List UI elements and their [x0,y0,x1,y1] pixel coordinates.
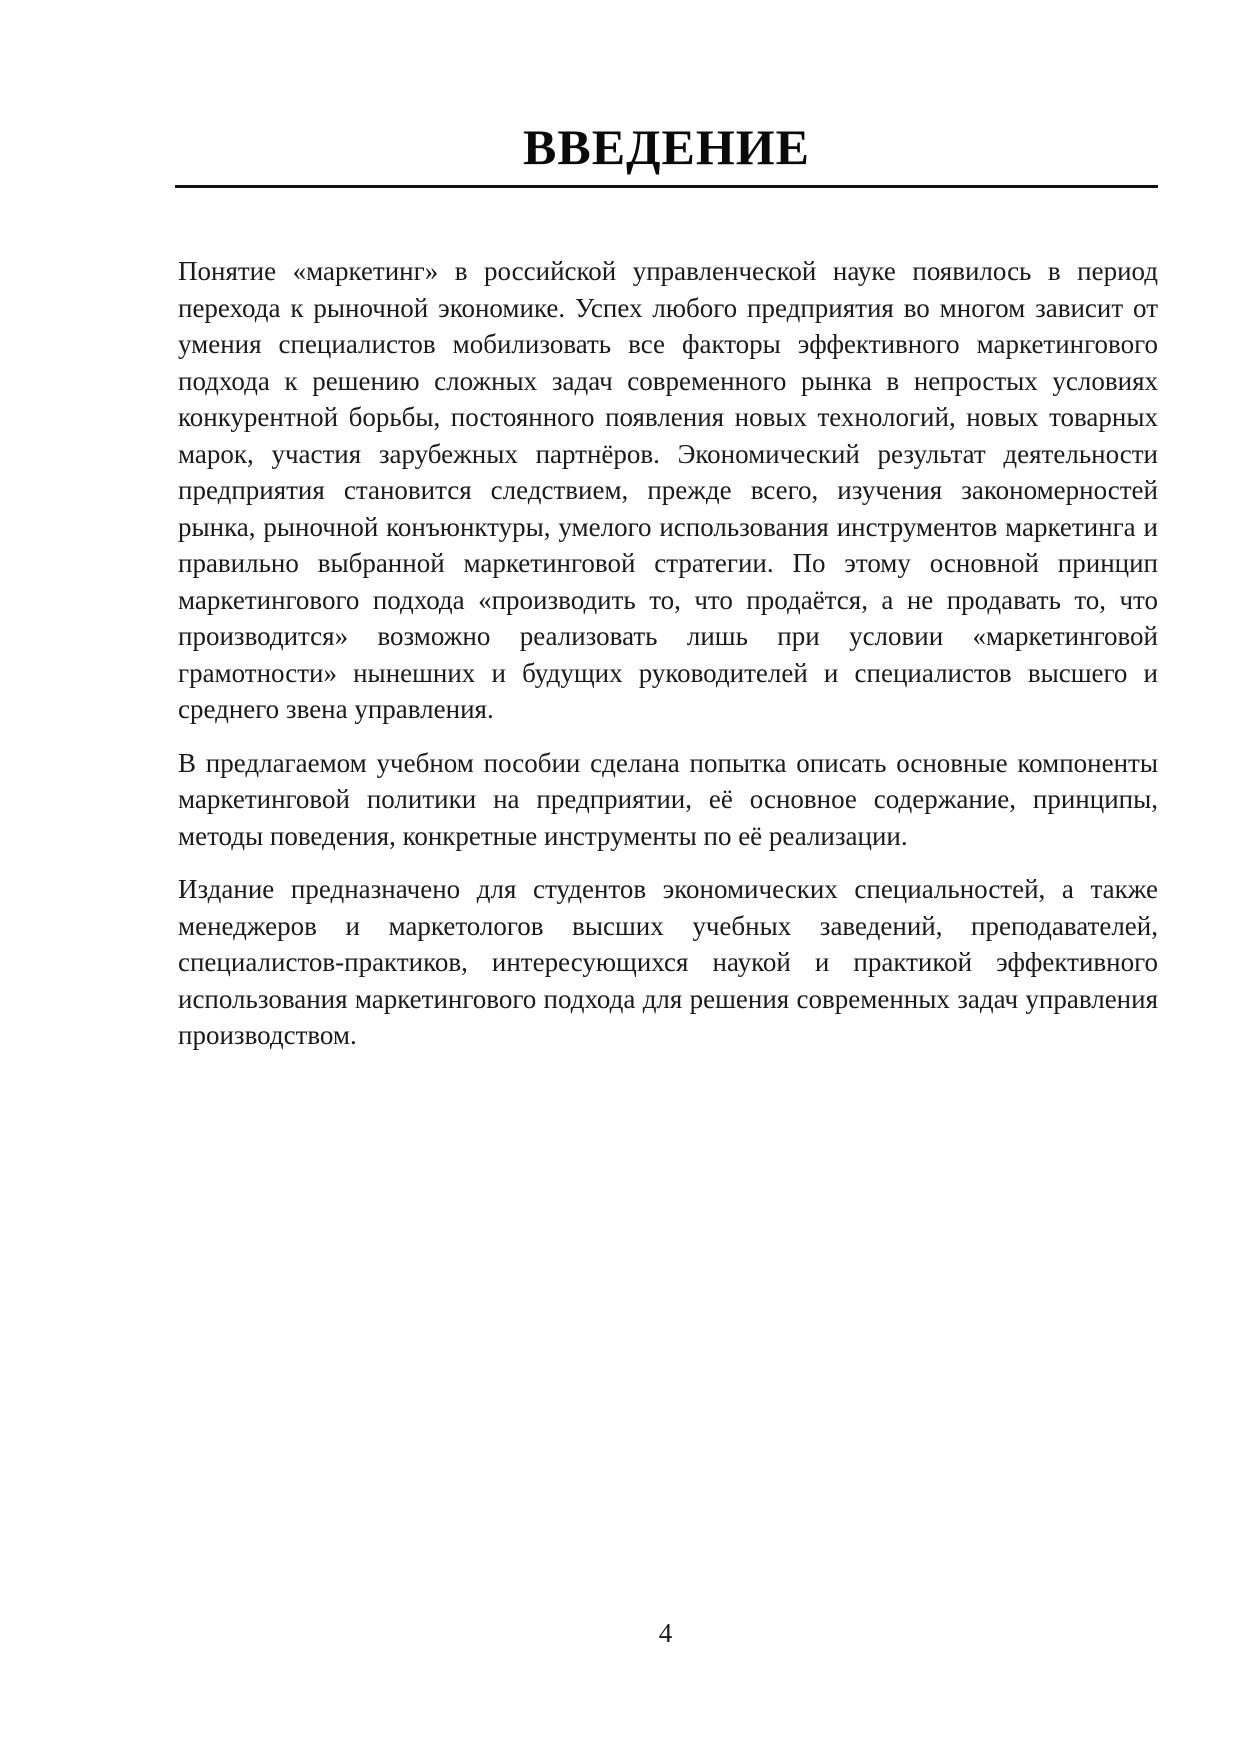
heading-block [175,112,1158,188]
paragraph-2: В предлагаемом учебном пособии сделана попытка описать основные компоненты маркетинговой политики на предприятии, её основное содержание, принципы, методы поведения, конкретные инструменты по её реализации. [178,747,1158,851]
page-title: ВВЕДЕНИЕ [523,119,810,175]
body-text [178,253,1158,1071]
title-underline [175,185,1158,188]
paragraph-1: Понятие «маркетинг» в российской управленческой науке появилось в период перехода к рыночной экономике. Успех любого предприятия во многом зависит от умения специалистов мобилизовать все факторы эффективного маркетингового подхода к решению сложных задач современного рынка в непростых условиях конкурентной борьбы, постоянного появления новых технологий, новых товарных марок, участия зарубежных партнёров. Экономический результат деятельности предприятия становится следствием, прежде всего, изучения закономерностей рынка, рыночной конъюнктуры, умелого использования инструментов маркетинга и правильно выбранной маркетинговой стратегии. По этому основной принцип маркетингового подхода «производить то, что продаётся, а не продавать то, что производится» возможно реализовать лишь при условии «маркетинговой грамотности» нынешних и будущих руководителей и специалистов высшего и среднего звена управления. [178,256,1158,724]
paragraph-3: Издание предназначено для студентов экономических специальностей, а также менеджеров и маркетологов высших учебных заведений, преподавателей, специалистов-практиков, интересующихся наукой и практикой эффективного использования маркетингового подхода для решения современных задач управления производством. [178,874,1158,1050]
page-number: 4 [658,1618,673,1648]
